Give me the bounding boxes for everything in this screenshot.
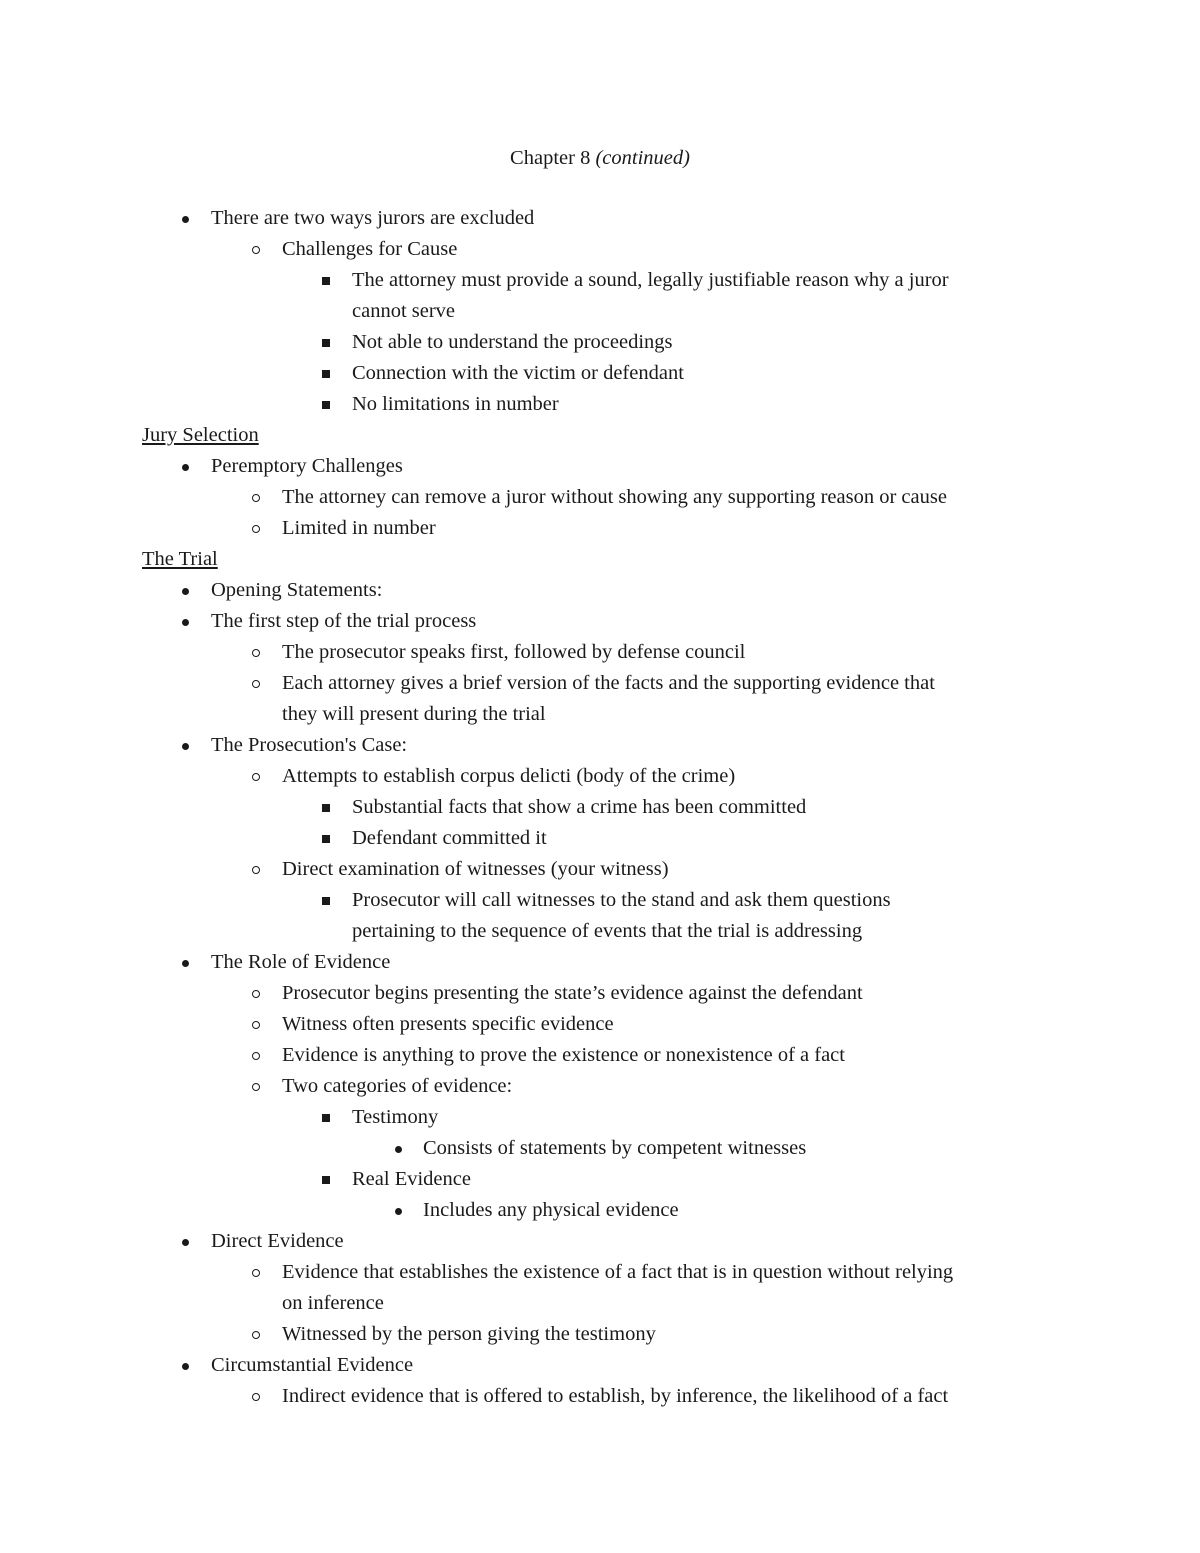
list-item-text: The attorney must provide a sound, legally justifiable reason why a juror	[352, 269, 949, 291]
bullet-mark	[252, 525, 260, 533]
bullet-mark	[252, 680, 260, 688]
bullet-icon	[246, 637, 266, 668]
list-item	[142, 203, 1072, 234]
list-item	[142, 1040, 1072, 1071]
list-item-text: Circumstantial Evidence	[211, 1354, 414, 1376]
list-item	[142, 792, 1072, 823]
list-item	[142, 1226, 1072, 1257]
list-item	[142, 575, 1072, 606]
bullet-icon	[316, 792, 336, 823]
list-item-text: Peremptory Challenges	[211, 455, 403, 477]
bullet-icon	[316, 389, 336, 420]
list-item	[142, 637, 1072, 668]
list-item	[142, 1257, 1072, 1288]
bullet-mark	[182, 1239, 189, 1246]
list-item-text: Direct examination of witnesses (your witness)	[282, 858, 669, 880]
list-item-text: Testimony	[352, 1106, 439, 1128]
list-item	[142, 1381, 1072, 1412]
bullet-icon	[316, 1102, 336, 1133]
list-item-text: Evidence that establishes the existence of a fact that is in question without relying	[282, 1261, 954, 1283]
bullet-icon	[175, 203, 195, 234]
list-item	[142, 1071, 1072, 1102]
list-item-text: Substantial facts that show a crime has been committed	[352, 796, 807, 818]
bullet-icon	[246, 1009, 266, 1040]
list-item-text: Witnessed by the person giving the testimony	[282, 1323, 656, 1345]
bullet-mark	[252, 1393, 260, 1401]
bullet-mark	[322, 1176, 330, 1184]
bullet-icon	[175, 1350, 195, 1381]
list-item	[142, 389, 1072, 420]
list-item-text: Challenges for Cause	[282, 238, 458, 260]
list-item	[142, 1009, 1072, 1040]
list-item-text: Witness often presents specific evidence	[282, 1013, 614, 1035]
bullet-mark	[182, 743, 189, 750]
bullet-mark	[322, 897, 330, 905]
bullet-mark	[252, 1052, 260, 1060]
bullet-mark	[252, 1331, 260, 1339]
bullet-mark	[182, 216, 189, 223]
bullet-icon	[316, 358, 336, 389]
list-item-text: The attorney can remove a juror without showing any supporting reason or cause	[282, 486, 947, 508]
bullet-mark	[182, 464, 189, 471]
list-item-text: Evidence is anything to prove the existence or nonexistence of a fact	[282, 1044, 845, 1066]
list-item-text: Direct Evidence	[211, 1230, 344, 1252]
list-item	[142, 1133, 1072, 1164]
bullet-mark	[322, 277, 330, 285]
list-item	[142, 482, 1072, 513]
list-item-text: Attempts to establish corpus delicti (body of the crime)	[282, 765, 736, 787]
list-item	[142, 1195, 1072, 1226]
bullet-icon	[388, 1133, 408, 1164]
bullet-mark	[252, 990, 260, 998]
title-text: Chapter 8	[510, 147, 591, 169]
page-title	[0, 143, 1200, 173]
list-item	[142, 327, 1072, 358]
bullet-icon	[175, 1226, 195, 1257]
bullet-icon	[175, 451, 195, 482]
section-heading	[142, 420, 1072, 451]
list-item-text: The first step of the trial process	[211, 610, 477, 632]
list-item-text: Not able to understand the proceedings	[352, 331, 673, 353]
bullet-icon	[246, 513, 266, 544]
list-item-text: Prosecutor will call witnesses to the stand and ask them questions	[352, 889, 891, 911]
list-item-text: Real Evidence	[352, 1168, 471, 1190]
list-item-text: No limitations in number	[352, 393, 559, 415]
list-item-text: Indirect evidence that is offered to establish, by inference, the likelihood of a fact	[282, 1385, 949, 1407]
bullet-mark	[252, 866, 260, 874]
bullet-mark	[322, 401, 330, 409]
bullet-icon	[175, 575, 195, 606]
list-item	[142, 885, 1072, 916]
bullet-mark	[322, 370, 330, 378]
bullet-mark	[252, 649, 260, 657]
list-item-text: Connection with the victim or defendant	[352, 362, 684, 384]
list-item-text: Includes any physical evidence	[423, 1199, 679, 1221]
bullet-icon	[175, 947, 195, 978]
bullet-mark	[252, 1021, 260, 1029]
list-item	[142, 358, 1072, 389]
bullet-icon	[246, 1257, 266, 1288]
bullet-icon	[175, 730, 195, 761]
bullet-icon	[316, 1164, 336, 1195]
bullet-icon	[246, 761, 266, 792]
list-item	[142, 1319, 1072, 1350]
list-item-text: Each attorney gives a brief version of the facts and the supporting evidence that	[282, 672, 935, 694]
list-item	[142, 854, 1072, 885]
bullet-icon	[246, 1071, 266, 1102]
bullet-mark	[252, 494, 260, 502]
list-item-text: cannot serve	[352, 300, 456, 322]
list-item-text: Defendant committed it	[352, 827, 547, 849]
section-heading-text: The Trial	[142, 548, 218, 570]
list-item-text: The Prosecution's Case:	[211, 734, 408, 756]
list-item	[142, 978, 1072, 1009]
bullet-mark	[322, 835, 330, 843]
bullet-icon	[246, 1040, 266, 1071]
bullet-mark	[252, 246, 260, 254]
list-item-text: they will present during the trial	[282, 703, 546, 725]
bullet-icon	[316, 327, 336, 358]
list-item	[142, 1102, 1072, 1133]
bullet-mark	[395, 1146, 402, 1153]
bullet-icon	[246, 234, 266, 265]
list-item	[142, 1350, 1072, 1381]
list-item	[142, 1164, 1072, 1195]
title-suffix: (continued)	[595, 147, 690, 169]
bullet-icon	[246, 1381, 266, 1412]
bullet-icon	[175, 606, 195, 637]
list-item	[142, 234, 1072, 265]
list-item	[142, 668, 1072, 699]
section-heading	[142, 544, 1072, 575]
list-item-continuation	[142, 1288, 1072, 1319]
list-item	[142, 947, 1072, 978]
bullet-mark	[322, 1114, 330, 1122]
list-item-text: The Role of Evidence	[211, 951, 391, 973]
list-item	[142, 265, 1072, 296]
bullet-mark	[252, 773, 260, 781]
bullet-icon	[246, 854, 266, 885]
list-item-text: Two categories of evidence:	[282, 1075, 513, 1097]
bullet-mark	[322, 804, 330, 812]
notes-outline	[142, 203, 1072, 1412]
bullet-icon	[246, 668, 266, 699]
list-item	[142, 451, 1072, 482]
bullet-mark	[182, 588, 189, 595]
bullet-icon	[246, 1319, 266, 1350]
list-item-text: There are two ways jurors are excluded	[211, 207, 535, 229]
bullet-mark	[252, 1083, 260, 1091]
list-item-continuation	[142, 296, 1072, 327]
bullet-icon	[246, 482, 266, 513]
list-item-text: Limited in number	[282, 517, 436, 539]
bullet-icon	[388, 1195, 408, 1226]
bullet-icon	[316, 823, 336, 854]
bullet-mark	[322, 339, 330, 347]
bullet-mark	[395, 1208, 402, 1215]
bullet-icon	[316, 885, 336, 916]
list-item-text: Prosecutor begins presenting the state’s evidence against the defendant	[282, 982, 863, 1004]
list-item-continuation	[142, 916, 1072, 947]
list-item-text: The prosecutor speaks first, followed by defense council	[282, 641, 746, 663]
list-item-text: Opening Statements:	[211, 579, 383, 601]
bullet-mark	[182, 1363, 189, 1370]
bullet-icon	[316, 265, 336, 296]
list-item	[142, 730, 1072, 761]
list-item-continuation	[142, 699, 1072, 730]
list-item	[142, 513, 1072, 544]
list-item-text: pertaining to the sequence of events that the trial is addressing	[352, 920, 863, 942]
bullet-mark	[182, 960, 189, 967]
list-item-text: Consists of statements by competent witnesses	[423, 1137, 807, 1159]
bullet-mark	[252, 1269, 260, 1277]
bullet-icon	[246, 978, 266, 1009]
list-item	[142, 606, 1072, 637]
section-heading-text: Jury Selection	[142, 424, 259, 446]
list-item	[142, 761, 1072, 792]
list-item	[142, 823, 1072, 854]
bullet-mark	[182, 619, 189, 626]
list-item-text: on inference	[282, 1292, 384, 1314]
